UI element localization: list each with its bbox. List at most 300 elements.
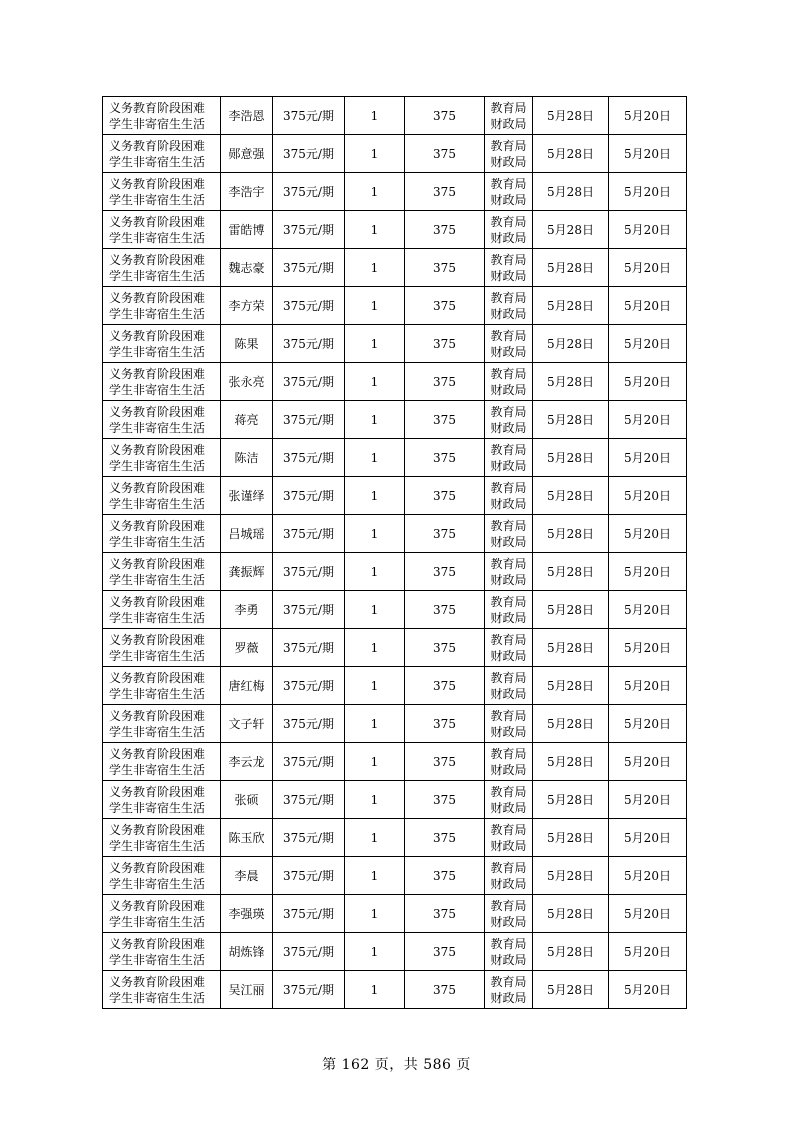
department-cell-line: 教育局 <box>490 708 527 723</box>
item-cell-line: 学生非寄宿生生活 <box>109 458 206 473</box>
item-cell-line: 学生非寄宿生生活 <box>109 306 206 321</box>
department-cell <box>485 781 533 819</box>
count-cell: 1 <box>345 97 405 135</box>
standard-cell: 375元/期 <box>273 325 345 363</box>
item-cell-line: 学生非寄宿生生活 <box>109 838 206 853</box>
amount-cell: 375 <box>405 743 485 781</box>
department-cell <box>485 211 533 249</box>
standard-cell: 375元/期 <box>273 249 345 287</box>
department-cell-line: 教育局 <box>490 784 527 799</box>
department-cell-line: 财政局 <box>490 534 527 549</box>
department-cell <box>485 667 533 705</box>
amount-cell: 375 <box>405 325 485 363</box>
date-cell: 5月20日 <box>609 667 687 705</box>
standard-cell: 375元/期 <box>273 667 345 705</box>
standard-cell: 375元/期 <box>273 363 345 401</box>
table-row <box>103 287 687 325</box>
standard-cell: 375元/期 <box>273 97 345 135</box>
date-cell: 5月20日 <box>609 971 687 1009</box>
department-cell <box>485 553 533 591</box>
department-cell <box>485 743 533 781</box>
department-cell-line: 教育局 <box>490 328 527 343</box>
department-cell <box>485 439 533 477</box>
item-cell <box>103 819 221 857</box>
department-cell-line: 财政局 <box>490 306 527 321</box>
count-cell: 1 <box>345 249 405 287</box>
amount-cell: 375 <box>405 971 485 1009</box>
amount-cell: 375 <box>405 249 485 287</box>
count-cell: 1 <box>345 515 405 553</box>
page-footer: 第 162 页，共 586 页 <box>322 1057 471 1073</box>
department-cell-line: 教育局 <box>490 670 527 685</box>
standard-cell: 375元/期 <box>273 819 345 857</box>
name-cell: 胡炼锋 <box>221 933 273 971</box>
department-cell-line: 财政局 <box>490 952 527 967</box>
name-cell: 雷皓博 <box>221 211 273 249</box>
name-cell: 李强瑛 <box>221 895 273 933</box>
item-cell-line: 学生非寄宿生生活 <box>109 648 206 663</box>
date-cell: 5月20日 <box>609 933 687 971</box>
item-cell-line: 义务教育阶段困难 <box>109 594 206 609</box>
item-cell <box>103 363 221 401</box>
department-cell-line: 财政局 <box>490 800 527 815</box>
item-cell <box>103 667 221 705</box>
date-cell: 5月28日 <box>533 325 609 363</box>
item-cell-line: 义务教育阶段困难 <box>109 632 206 647</box>
standard-cell: 375元/期 <box>273 135 345 173</box>
count-cell: 1 <box>345 781 405 819</box>
amount-cell: 375 <box>405 135 485 173</box>
department-cell-line: 教育局 <box>490 860 527 875</box>
item-cell-line: 义务教育阶段困难 <box>109 708 206 723</box>
table-row <box>103 895 687 933</box>
item-cell-line: 学生非寄宿生生活 <box>109 420 206 435</box>
count-cell: 1 <box>345 743 405 781</box>
table-row <box>103 781 687 819</box>
amount-cell: 375 <box>405 97 485 135</box>
department-cell-line: 财政局 <box>490 458 527 473</box>
department-cell-line: 财政局 <box>490 268 527 283</box>
date-cell: 5月20日 <box>609 173 687 211</box>
department-cell-line: 财政局 <box>490 838 527 853</box>
count-cell: 1 <box>345 477 405 515</box>
item-cell <box>103 971 221 1009</box>
date-cell: 5月20日 <box>609 97 687 135</box>
item-cell-line: 学生非寄宿生生活 <box>109 990 206 1005</box>
name-cell: 郧意强 <box>221 135 273 173</box>
standard-cell: 375元/期 <box>273 971 345 1009</box>
item-cell-line: 学生非寄宿生生活 <box>109 800 206 815</box>
item-cell-line: 学生非寄宿生生活 <box>109 344 206 359</box>
table-row <box>103 477 687 515</box>
count-cell: 1 <box>345 363 405 401</box>
item-cell <box>103 173 221 211</box>
date-cell: 5月28日 <box>533 439 609 477</box>
amount-cell: 375 <box>405 363 485 401</box>
item-cell-line: 义务教育阶段困难 <box>109 784 206 799</box>
department-cell-line: 财政局 <box>490 876 527 891</box>
item-cell-line: 义务教育阶段困难 <box>109 860 206 875</box>
table-row <box>103 553 687 591</box>
department-cell-line: 教育局 <box>490 822 527 837</box>
standard-cell: 375元/期 <box>273 591 345 629</box>
subsidy-table <box>102 96 687 1009</box>
department-cell <box>485 971 533 1009</box>
department-cell <box>485 173 533 211</box>
date-cell: 5月20日 <box>609 781 687 819</box>
item-cell-line: 学生非寄宿生生活 <box>109 154 206 169</box>
count-cell: 1 <box>345 895 405 933</box>
department-cell <box>485 857 533 895</box>
table-row <box>103 743 687 781</box>
name-cell: 李浩恩 <box>221 97 273 135</box>
item-cell-line: 义务教育阶段困难 <box>109 138 206 153</box>
amount-cell: 375 <box>405 781 485 819</box>
name-cell: 张永亮 <box>221 363 273 401</box>
name-cell: 李方荣 <box>221 287 273 325</box>
department-cell-line: 财政局 <box>490 686 527 701</box>
amount-cell: 375 <box>405 629 485 667</box>
amount-cell: 375 <box>405 591 485 629</box>
date-cell: 5月28日 <box>533 553 609 591</box>
item-cell-line: 义务教育阶段困难 <box>109 898 206 913</box>
count-cell: 1 <box>345 629 405 667</box>
department-cell <box>485 363 533 401</box>
count-cell: 1 <box>345 287 405 325</box>
table-row <box>103 629 687 667</box>
date-cell: 5月28日 <box>533 933 609 971</box>
table-row <box>103 515 687 553</box>
item-cell-line: 学生非寄宿生生活 <box>109 572 206 587</box>
standard-cell: 375元/期 <box>273 439 345 477</box>
standard-cell: 375元/期 <box>273 781 345 819</box>
department-cell-line: 财政局 <box>490 762 527 777</box>
name-cell: 文子轩 <box>221 705 273 743</box>
department-cell-line: 财政局 <box>490 648 527 663</box>
table-row <box>103 363 687 401</box>
count-cell: 1 <box>345 705 405 743</box>
date-cell: 5月28日 <box>533 667 609 705</box>
name-cell: 张谨绎 <box>221 477 273 515</box>
table-row <box>103 591 687 629</box>
department-cell-line: 财政局 <box>490 990 527 1005</box>
department-cell-line: 教育局 <box>490 936 527 951</box>
item-cell <box>103 477 221 515</box>
count-cell: 1 <box>345 553 405 591</box>
department-cell-line: 财政局 <box>490 420 527 435</box>
table-row <box>103 401 687 439</box>
item-cell-line: 学生非寄宿生生活 <box>109 686 206 701</box>
item-cell-line: 学生非寄宿生生活 <box>109 192 206 207</box>
item-cell <box>103 97 221 135</box>
date-cell: 5月28日 <box>533 819 609 857</box>
date-cell: 5月28日 <box>533 363 609 401</box>
count-cell: 1 <box>345 439 405 477</box>
item-cell-line: 学生非寄宿生生活 <box>109 724 206 739</box>
department-cell <box>485 325 533 363</box>
department-cell-line: 教育局 <box>490 366 527 381</box>
count-cell: 1 <box>345 591 405 629</box>
department-cell <box>485 97 533 135</box>
standard-cell: 375元/期 <box>273 515 345 553</box>
table-body <box>103 97 687 1009</box>
department-cell-line: 财政局 <box>490 914 527 929</box>
item-cell-line: 义务教育阶段困难 <box>109 404 206 419</box>
item-cell-line: 义务教育阶段困难 <box>109 556 206 571</box>
table-row <box>103 933 687 971</box>
standard-cell: 375元/期 <box>273 553 345 591</box>
item-cell <box>103 895 221 933</box>
amount-cell: 375 <box>405 667 485 705</box>
amount-cell: 375 <box>405 211 485 249</box>
amount-cell: 375 <box>405 173 485 211</box>
standard-cell: 375元/期 <box>273 857 345 895</box>
name-cell: 陈果 <box>221 325 273 363</box>
item-cell-line: 义务教育阶段困难 <box>109 290 206 305</box>
date-cell: 5月28日 <box>533 705 609 743</box>
item-cell <box>103 325 221 363</box>
item-cell-line: 学生非寄宿生生活 <box>109 876 206 891</box>
date-cell: 5月28日 <box>533 211 609 249</box>
item-cell-line: 学生非寄宿生生活 <box>109 496 206 511</box>
item-cell-line: 义务教育阶段困难 <box>109 480 206 495</box>
department-cell <box>485 819 533 857</box>
item-cell <box>103 743 221 781</box>
item-cell-line: 义务教育阶段困难 <box>109 176 206 191</box>
table-row <box>103 705 687 743</box>
item-cell-line: 学生非寄宿生生活 <box>109 230 206 245</box>
department-cell-line: 教育局 <box>490 214 527 229</box>
date-cell: 5月20日 <box>609 287 687 325</box>
item-cell <box>103 781 221 819</box>
department-cell-line: 教育局 <box>490 100 527 115</box>
item-cell-line: 学生非寄宿生生活 <box>109 116 206 131</box>
department-cell-line: 教育局 <box>490 480 527 495</box>
item-cell <box>103 857 221 895</box>
department-cell <box>485 705 533 743</box>
amount-cell: 375 <box>405 439 485 477</box>
table-row <box>103 249 687 287</box>
amount-cell: 375 <box>405 857 485 895</box>
date-cell: 5月28日 <box>533 401 609 439</box>
date-cell: 5月28日 <box>533 515 609 553</box>
item-cell-line: 义务教育阶段困难 <box>109 366 206 381</box>
department-cell-line: 教育局 <box>490 404 527 419</box>
standard-cell: 375元/期 <box>273 895 345 933</box>
item-cell <box>103 135 221 173</box>
standard-cell: 375元/期 <box>273 705 345 743</box>
item-cell <box>103 591 221 629</box>
date-cell: 5月28日 <box>533 971 609 1009</box>
department-cell <box>485 477 533 515</box>
date-cell: 5月20日 <box>609 553 687 591</box>
date-cell: 5月20日 <box>609 401 687 439</box>
date-cell: 5月28日 <box>533 287 609 325</box>
standard-cell: 375元/期 <box>273 287 345 325</box>
item-cell <box>103 287 221 325</box>
name-cell: 李云龙 <box>221 743 273 781</box>
item-cell-line: 义务教育阶段困难 <box>109 518 206 533</box>
department-cell-line: 教育局 <box>490 632 527 647</box>
date-cell: 5月28日 <box>533 135 609 173</box>
date-cell: 5月28日 <box>533 857 609 895</box>
amount-cell: 375 <box>405 819 485 857</box>
table-row <box>103 667 687 705</box>
name-cell: 张硕 <box>221 781 273 819</box>
count-cell: 1 <box>345 819 405 857</box>
name-cell: 陈洁 <box>221 439 273 477</box>
amount-cell: 375 <box>405 895 485 933</box>
department-cell-line: 教育局 <box>490 290 527 305</box>
department-cell-line: 教育局 <box>490 898 527 913</box>
item-cell-line: 学生非寄宿生生活 <box>109 534 206 549</box>
item-cell-line: 学生非寄宿生生活 <box>109 952 206 967</box>
department-cell <box>485 515 533 553</box>
department-cell-line: 财政局 <box>490 154 527 169</box>
standard-cell: 375元/期 <box>273 743 345 781</box>
date-cell: 5月20日 <box>609 211 687 249</box>
item-cell <box>103 249 221 287</box>
standard-cell: 375元/期 <box>273 629 345 667</box>
date-cell: 5月20日 <box>609 591 687 629</box>
item-cell <box>103 705 221 743</box>
date-cell: 5月20日 <box>609 439 687 477</box>
department-cell <box>485 401 533 439</box>
department-cell-line: 教育局 <box>490 176 527 191</box>
table-row <box>103 135 687 173</box>
department-cell-line: 财政局 <box>490 382 527 397</box>
count-cell: 1 <box>345 401 405 439</box>
date-cell: 5月28日 <box>533 895 609 933</box>
amount-cell: 375 <box>405 401 485 439</box>
item-cell-line: 义务教育阶段困难 <box>109 936 206 951</box>
date-cell: 5月20日 <box>609 857 687 895</box>
count-cell: 1 <box>345 325 405 363</box>
item-cell <box>103 211 221 249</box>
standard-cell: 375元/期 <box>273 401 345 439</box>
date-cell: 5月20日 <box>609 135 687 173</box>
department-cell-line: 财政局 <box>490 116 527 131</box>
name-cell: 唐红梅 <box>221 667 273 705</box>
count-cell: 1 <box>345 857 405 895</box>
table-row <box>103 97 687 135</box>
name-cell: 李勇 <box>221 591 273 629</box>
standard-cell: 375元/期 <box>273 211 345 249</box>
department-cell-line: 教育局 <box>490 594 527 609</box>
department-cell-line: 财政局 <box>490 192 527 207</box>
item-cell <box>103 933 221 971</box>
date-cell: 5月20日 <box>609 705 687 743</box>
date-cell: 5月20日 <box>609 895 687 933</box>
date-cell: 5月20日 <box>609 249 687 287</box>
department-cell <box>485 249 533 287</box>
date-cell: 5月28日 <box>533 97 609 135</box>
department-cell-line: 财政局 <box>490 230 527 245</box>
date-cell: 5月20日 <box>609 477 687 515</box>
department-cell-line: 教育局 <box>490 442 527 457</box>
department-cell-line: 教育局 <box>490 746 527 761</box>
department-cell-line: 教育局 <box>490 556 527 571</box>
table-row <box>103 857 687 895</box>
department-cell-line: 财政局 <box>490 344 527 359</box>
count-cell: 1 <box>345 135 405 173</box>
table-row <box>103 971 687 1009</box>
item-cell-line: 学生非寄宿生生活 <box>109 914 206 929</box>
department-cell-line: 财政局 <box>490 610 527 625</box>
name-cell: 龚振辉 <box>221 553 273 591</box>
standard-cell: 375元/期 <box>273 933 345 971</box>
name-cell: 吕城瑶 <box>221 515 273 553</box>
date-cell: 5月28日 <box>533 477 609 515</box>
department-cell-line: 教育局 <box>490 138 527 153</box>
standard-cell: 375元/期 <box>273 477 345 515</box>
date-cell: 5月28日 <box>533 629 609 667</box>
count-cell: 1 <box>345 667 405 705</box>
item-cell-line: 学生非寄宿生生活 <box>109 382 206 397</box>
name-cell: 李晨 <box>221 857 273 895</box>
item-cell-line: 学生非寄宿生生活 <box>109 268 206 283</box>
name-cell: 李浩宇 <box>221 173 273 211</box>
date-cell: 5月20日 <box>609 819 687 857</box>
department-cell-line: 财政局 <box>490 496 527 511</box>
amount-cell: 375 <box>405 287 485 325</box>
department-cell-line: 教育局 <box>490 252 527 267</box>
department-cell <box>485 135 533 173</box>
date-cell: 5月28日 <box>533 173 609 211</box>
amount-cell: 375 <box>405 553 485 591</box>
item-cell <box>103 515 221 553</box>
date-cell: 5月28日 <box>533 591 609 629</box>
name-cell: 吴江丽 <box>221 971 273 1009</box>
item-cell-line: 学生非寄宿生生活 <box>109 610 206 625</box>
count-cell: 1 <box>345 173 405 211</box>
item-cell-line: 义务教育阶段困难 <box>109 442 206 457</box>
count-cell: 1 <box>345 933 405 971</box>
table-row <box>103 211 687 249</box>
standard-cell: 375元/期 <box>273 173 345 211</box>
department-cell-line: 教育局 <box>490 518 527 533</box>
department-cell <box>485 591 533 629</box>
date-cell: 5月20日 <box>609 515 687 553</box>
item-cell <box>103 439 221 477</box>
table-row <box>103 173 687 211</box>
name-cell: 罗薇 <box>221 629 273 667</box>
name-cell: 魏志豪 <box>221 249 273 287</box>
item-cell-line: 义务教育阶段困难 <box>109 746 206 761</box>
amount-cell: 375 <box>405 705 485 743</box>
item-cell-line: 义务教育阶段困难 <box>109 822 206 837</box>
date-cell: 5月28日 <box>533 743 609 781</box>
amount-cell: 375 <box>405 933 485 971</box>
department-cell-line: 教育局 <box>490 974 527 989</box>
date-cell: 5月20日 <box>609 743 687 781</box>
count-cell: 1 <box>345 211 405 249</box>
department-cell-line: 财政局 <box>490 572 527 587</box>
item-cell <box>103 629 221 667</box>
item-cell-line: 义务教育阶段困难 <box>109 670 206 685</box>
department-cell <box>485 933 533 971</box>
amount-cell: 375 <box>405 515 485 553</box>
item-cell-line: 义务教育阶段困难 <box>109 252 206 267</box>
item-cell-line: 学生非寄宿生生活 <box>109 762 206 777</box>
item-cell-line: 义务教育阶段困难 <box>109 214 206 229</box>
department-cell <box>485 287 533 325</box>
department-cell-line: 财政局 <box>490 724 527 739</box>
table-row <box>103 439 687 477</box>
item-cell-line: 义务教育阶段困难 <box>109 974 206 989</box>
item-cell-line: 义务教育阶段困难 <box>109 100 206 115</box>
item-cell-line: 义务教育阶段困难 <box>109 328 206 343</box>
